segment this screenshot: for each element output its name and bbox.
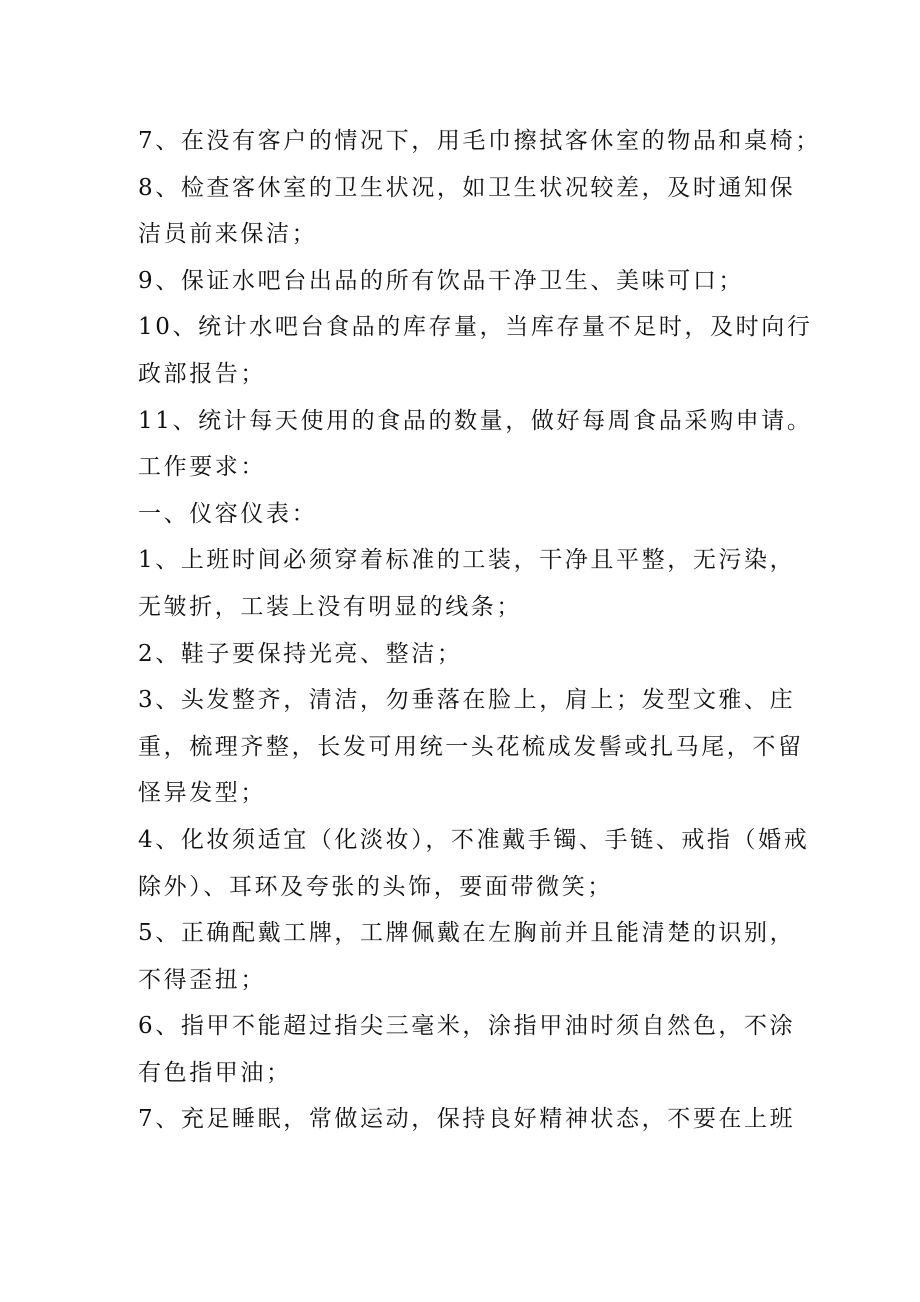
- text-line: 3、头发整齐，清洁，勿垂落在脸上，肩上；发型文雅、庄: [138, 687, 796, 714]
- text-line: 6、指甲不能超过指尖三毫米，涂指甲油时须自然色，不涂: [138, 1013, 796, 1040]
- document-body: [138, 118, 821, 1143]
- text-line: 7、在没有客户的情况下，用毛巾擦拭客休室的物品和桌椅；: [138, 128, 821, 154]
- text-line: 7、充足睡眠，常做运动，保持良好精神状态，不要在上班: [138, 1106, 796, 1133]
- text-line: 4、化妆须适宜（化淡妆），不准戴手镯、手链、戒指（婚戒: [138, 826, 810, 853]
- text-line: 5、正确配戴工牌，工牌佩戴在左胸前并且能清楚的识别，: [138, 920, 796, 947]
- text-line: 9、保证水吧台出品的所有饮品干净卫生、美味可口；: [138, 267, 745, 294]
- text-line: 无皱折，工装上没有明显的线条；: [138, 593, 522, 620]
- text-line: 8、检查客休室的卫生状况，如卫生状况较差，及时通知保: [138, 174, 796, 201]
- text-line: 怪异发型；: [138, 780, 266, 807]
- text-line: 政部报告；: [138, 360, 266, 387]
- text-line: 不得歪扭；: [138, 966, 266, 993]
- text-line: 除外）、耳环及夸张的头饰，要面带微笑；: [138, 873, 613, 900]
- text-line: 1、上班时间必须穿着标准的工装，干净且平整，无污染，: [138, 547, 796, 574]
- text-line: 11、统计每天使用的食品的数量，做好每周食品采购申请。: [138, 407, 813, 434]
- section-heading: 工作要求：: [138, 454, 266, 481]
- text-line: 10、统计水吧台食品的库存量，当库存量不足时，及时向行: [138, 314, 813, 341]
- text-line: 2、鞋子要保持光亮、整洁；: [138, 640, 463, 667]
- subsection-heading: 一、仪容仪表：: [138, 500, 318, 527]
- text-line: 重，梳理齐整，长发可用统一头花梳成发髻或扎马尾，不留: [138, 733, 804, 760]
- text-line: 洁员前来保洁；: [138, 221, 318, 248]
- text-line: 有色指甲油；: [138, 1059, 292, 1086]
